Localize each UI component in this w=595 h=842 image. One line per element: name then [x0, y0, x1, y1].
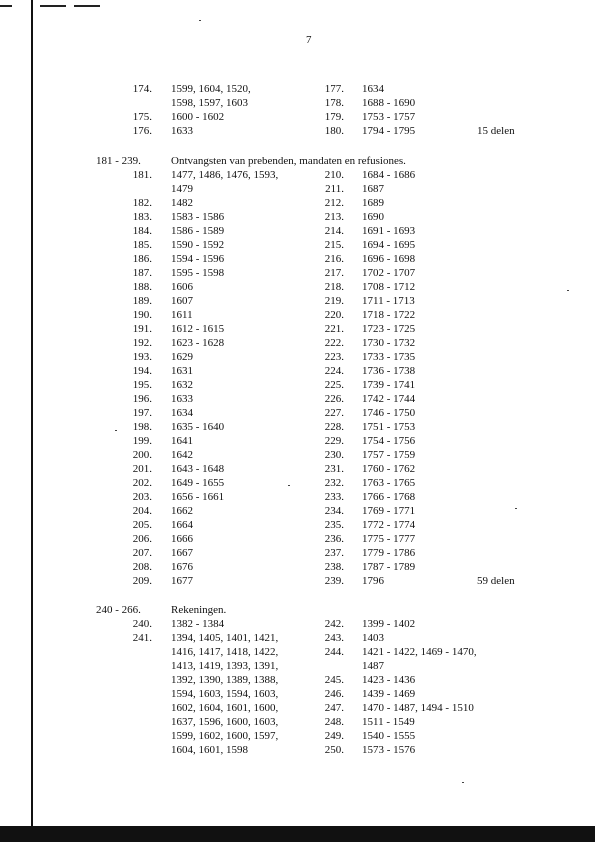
scan-speck: [199, 20, 201, 21]
entry-years: 1479: [171, 183, 193, 195]
entry-number: 215.: [324, 239, 344, 251]
entry-years: 1583 - 1586: [171, 211, 225, 223]
entry-number: 232.: [324, 477, 344, 489]
section2-left-values: [171, 168, 278, 588]
entry-years: 1753 - 1757: [362, 111, 416, 123]
section-range: 181 - 239.: [96, 155, 141, 167]
entry-years: 1708 - 1712: [362, 281, 416, 293]
entry-years: 1736 - 1738: [362, 365, 416, 377]
entry-years: 1667: [171, 547, 193, 559]
entry-years: 1662: [171, 505, 193, 517]
entry-years: 1595 - 1598: [171, 267, 225, 279]
entry-number: 195.: [132, 379, 152, 391]
entry-number: 243.: [324, 632, 344, 644]
entry-number: 236.: [324, 533, 344, 545]
entry-years: 1382 - 1384: [171, 618, 225, 630]
entry-years: 1694 - 1695: [362, 239, 416, 251]
scan-top-mark: [0, 5, 12, 7]
block1-right-values: [362, 82, 415, 138]
entry-number: 196.: [132, 393, 152, 405]
entry-number: [118, 182, 152, 196]
section2-total: 59 delen: [477, 575, 515, 587]
entry-years: 1573 - 1576: [362, 744, 416, 756]
entry-number: 231.: [324, 463, 344, 475]
entry-years: 1757 - 1759: [362, 449, 416, 461]
entry-number: 199.: [132, 435, 152, 447]
entry-years: 1794 - 1795: [362, 125, 416, 137]
scan-bottom-edge: [0, 826, 595, 842]
entry-number: 210.: [324, 169, 344, 181]
entry-years: 1482: [171, 197, 193, 209]
entry-years: 1677: [171, 575, 193, 587]
entry-number: 217.: [324, 267, 344, 279]
entry-years: 1470 - 1487, 1494 - 1510: [362, 702, 474, 714]
block1-left-values: [171, 82, 251, 138]
entry-number: 225.: [324, 379, 344, 391]
entry-years: 1642: [171, 449, 193, 461]
entry-number: 246.: [324, 688, 344, 700]
scan-speck: [515, 508, 517, 509]
entry-number: 216.: [324, 253, 344, 265]
scan-top-mark: [74, 5, 100, 7]
entry-number: 219.: [324, 295, 344, 307]
entry-number: 200.: [132, 449, 152, 461]
entry-years: 1649 - 1655: [171, 477, 225, 489]
section-range: 240 - 266.: [96, 604, 141, 616]
entry-number: 176.: [132, 125, 152, 137]
block1-right-numbers: [310, 82, 344, 138]
entry-years: 1612 - 1615: [171, 323, 225, 335]
entry-years: 1676: [171, 561, 193, 573]
entry-years: 1718 - 1722: [362, 309, 416, 321]
entry-number: 249.: [324, 730, 344, 742]
entry-number: 187.: [132, 267, 152, 279]
section3-right-numbers: [310, 617, 344, 757]
entry-number: 201.: [132, 463, 152, 475]
section2-right-values: [362, 168, 415, 588]
entry-number: 214.: [324, 225, 344, 237]
entry-number: 244.: [324, 646, 344, 658]
entry-number: [118, 96, 152, 110]
entry-number: 192.: [132, 337, 152, 349]
entry-years: 1702 - 1707: [362, 267, 416, 279]
entry-number: 185.: [132, 239, 152, 251]
entry-number: 203.: [132, 491, 152, 503]
entry-years: 1632: [171, 379, 193, 391]
entry-years: 1590 - 1592: [171, 239, 225, 251]
entry-number: 202.: [132, 477, 152, 489]
entry-number: 229.: [324, 435, 344, 447]
entry-number: 220.: [324, 309, 344, 321]
entry-number: 191.: [132, 323, 152, 335]
entry-years: 1403: [362, 632, 384, 644]
entry-number: 208.: [132, 561, 152, 573]
entry-number: 222.: [324, 337, 344, 349]
entry-years: 1392, 1390, 1389, 1388,: [171, 674, 279, 686]
entry-years: 1733 - 1735: [362, 351, 416, 363]
entry-number: 247.: [324, 702, 344, 714]
entry-years: 1763 - 1765: [362, 477, 416, 489]
entry-years: 1594, 1603, 1594, 1603,: [171, 688, 279, 700]
entry-years: 1711 - 1713: [362, 295, 415, 307]
entry-years: 1487: [362, 660, 384, 672]
entry-years: 1691 - 1693: [362, 225, 416, 237]
entry-years: 1766 - 1768: [362, 491, 416, 503]
entry-years: 1689: [362, 197, 384, 209]
scan-speck: [115, 430, 117, 431]
entry-years: 1623 - 1628: [171, 337, 225, 349]
entry-years: 1769 - 1771: [362, 505, 416, 517]
entry-number: 204.: [132, 505, 152, 517]
page-number: 7: [306, 34, 312, 46]
scan-speck: [567, 290, 569, 291]
entry-number: 182.: [132, 197, 152, 209]
entry-years: 1604, 1601, 1598: [171, 744, 248, 756]
section3-right-values: [362, 617, 477, 757]
entry-number: 188.: [132, 281, 152, 293]
entry-years: 1772 - 1774: [362, 519, 416, 531]
entry-number: 228.: [324, 421, 344, 433]
entry-years: 1602, 1604, 1601, 1600,: [171, 702, 279, 714]
entry-number: 250.: [324, 744, 344, 756]
entry-number: 230.: [324, 449, 344, 461]
entry-number: 183.: [132, 211, 152, 223]
entry-years: 1684 - 1686: [362, 169, 416, 181]
entry-number: 186.: [132, 253, 152, 265]
entry-years: 1540 - 1555: [362, 730, 416, 742]
section2-right-numbers: [310, 168, 344, 588]
entry-number: 206.: [132, 533, 152, 545]
entry-years: 1600 - 1602: [171, 111, 225, 123]
entry-number: 213.: [324, 211, 344, 223]
entry-number: 240.: [132, 618, 152, 630]
entry-years: 1416, 1417, 1418, 1422,: [171, 646, 279, 658]
entry-years: 1656 - 1661: [171, 491, 225, 503]
entry-years: 1775 - 1777: [362, 533, 416, 545]
entry-years: 1688 - 1690: [362, 97, 416, 109]
entry-number: 226.: [324, 393, 344, 405]
entry-years: 1394, 1405, 1401, 1421,: [171, 632, 279, 644]
block1-left-numbers: [118, 82, 152, 138]
section-title: Ontvangsten van prebenden, mandaten en refusiones.: [171, 155, 406, 167]
scan-top-mark: [40, 5, 66, 7]
entry-number: [310, 659, 344, 673]
entry-number: 179.: [324, 111, 344, 123]
scan-left-edge: [31, 0, 33, 842]
entry-number: 207.: [132, 547, 152, 559]
scan-speck: [288, 485, 290, 486]
entry-years: 1606: [171, 281, 193, 293]
entry-years: 1599, 1602, 1600, 1597,: [171, 730, 279, 742]
entry-years: 1796: [362, 575, 384, 587]
section3-left-numbers: [118, 617, 152, 645]
section-title: Rekeningen.: [171, 604, 227, 616]
entry-years: 1611: [171, 309, 193, 321]
entry-years: 1599, 1604, 1520,: [171, 83, 251, 95]
entry-years: 1739 - 1741: [362, 379, 416, 391]
entry-number: 224.: [324, 365, 344, 377]
entry-years: 1687: [362, 183, 384, 195]
entry-number: 238.: [324, 561, 344, 573]
entry-years: 1511 - 1549: [362, 716, 415, 728]
entry-number: 212.: [324, 197, 344, 209]
entry-years: 1633: [171, 125, 193, 137]
entry-number: 221.: [324, 323, 344, 335]
entry-number: 197.: [132, 407, 152, 419]
entry-years: 1439 - 1469: [362, 688, 416, 700]
entry-number: 193.: [132, 351, 152, 363]
entry-years: 1635 - 1640: [171, 421, 225, 433]
entry-years: 1742 - 1744: [362, 393, 416, 405]
entry-years: 1666: [171, 533, 193, 545]
entry-years: 1477, 1486, 1476, 1593,: [171, 169, 279, 181]
entry-years: 1586 - 1589: [171, 225, 225, 237]
entry-number: 194.: [132, 365, 152, 377]
entry-years: 1607: [171, 295, 193, 307]
entry-number: 180.: [324, 125, 344, 137]
entry-years: 1696 - 1698: [362, 253, 416, 265]
entry-years: 1421 - 1422, 1469 - 1470,: [362, 646, 477, 658]
entry-number: 178.: [324, 97, 344, 109]
entry-years: 1754 - 1756: [362, 435, 416, 447]
entry-years: 1643 - 1648: [171, 463, 225, 475]
entry-years: 1594 - 1596: [171, 253, 225, 265]
entry-number: 242.: [324, 618, 344, 630]
block1-total: 15 delen: [477, 125, 515, 137]
entry-number: 177.: [324, 83, 344, 95]
entry-number: 241.: [132, 632, 152, 644]
scan-speck: [462, 782, 464, 783]
entry-number: 248.: [324, 716, 344, 728]
entry-number: 245.: [324, 674, 344, 686]
entry-years: 1746 - 1750: [362, 407, 416, 419]
entry-number: 235.: [324, 519, 344, 531]
entry-years: 1631: [171, 365, 193, 377]
entry-number: 174.: [132, 83, 152, 95]
entry-years: 1730 - 1732: [362, 337, 416, 349]
entry-number: 184.: [132, 225, 152, 237]
entry-years: 1787 - 1789: [362, 561, 416, 573]
entry-number: 239.: [324, 575, 344, 587]
entry-years: 1779 - 1786: [362, 547, 416, 559]
entry-number: 223.: [324, 351, 344, 363]
entry-number: 237.: [324, 547, 344, 559]
entry-number: 227.: [324, 407, 344, 419]
entry-years: 1634: [171, 407, 193, 419]
entry-years: 1637, 1596, 1600, 1603,: [171, 716, 279, 728]
entry-number: 209.: [132, 575, 152, 587]
entry-number: 190.: [132, 309, 152, 321]
entry-number: 181.: [132, 169, 152, 181]
entry-years: 1751 - 1753: [362, 421, 416, 433]
entry-years: 1633: [171, 393, 193, 405]
entry-number: 218.: [324, 281, 344, 293]
entry-number: 189.: [132, 295, 152, 307]
entry-number: 175.: [132, 111, 152, 123]
entry-number: 234.: [324, 505, 344, 517]
entry-years: 1634: [362, 83, 384, 95]
entry-years: 1641: [171, 435, 193, 447]
entry-years: 1413, 1419, 1393, 1391,: [171, 660, 279, 672]
entry-number: 205.: [132, 519, 152, 531]
entry-years: 1399 - 1402: [362, 618, 416, 630]
entry-number: 211.: [325, 183, 344, 195]
entry-number: 198.: [132, 421, 152, 433]
entry-years: 1423 - 1436: [362, 674, 416, 686]
entry-years: 1598, 1597, 1603: [171, 97, 248, 109]
entry-years: 1723 - 1725: [362, 323, 416, 335]
entry-years: 1629: [171, 351, 193, 363]
section2-left-numbers: [118, 168, 152, 588]
entry-years: 1690: [362, 211, 384, 223]
entry-years: 1760 - 1762: [362, 463, 416, 475]
entry-years: 1664: [171, 519, 193, 531]
entry-number: 233.: [324, 491, 344, 503]
section3-left-values: [171, 617, 278, 757]
